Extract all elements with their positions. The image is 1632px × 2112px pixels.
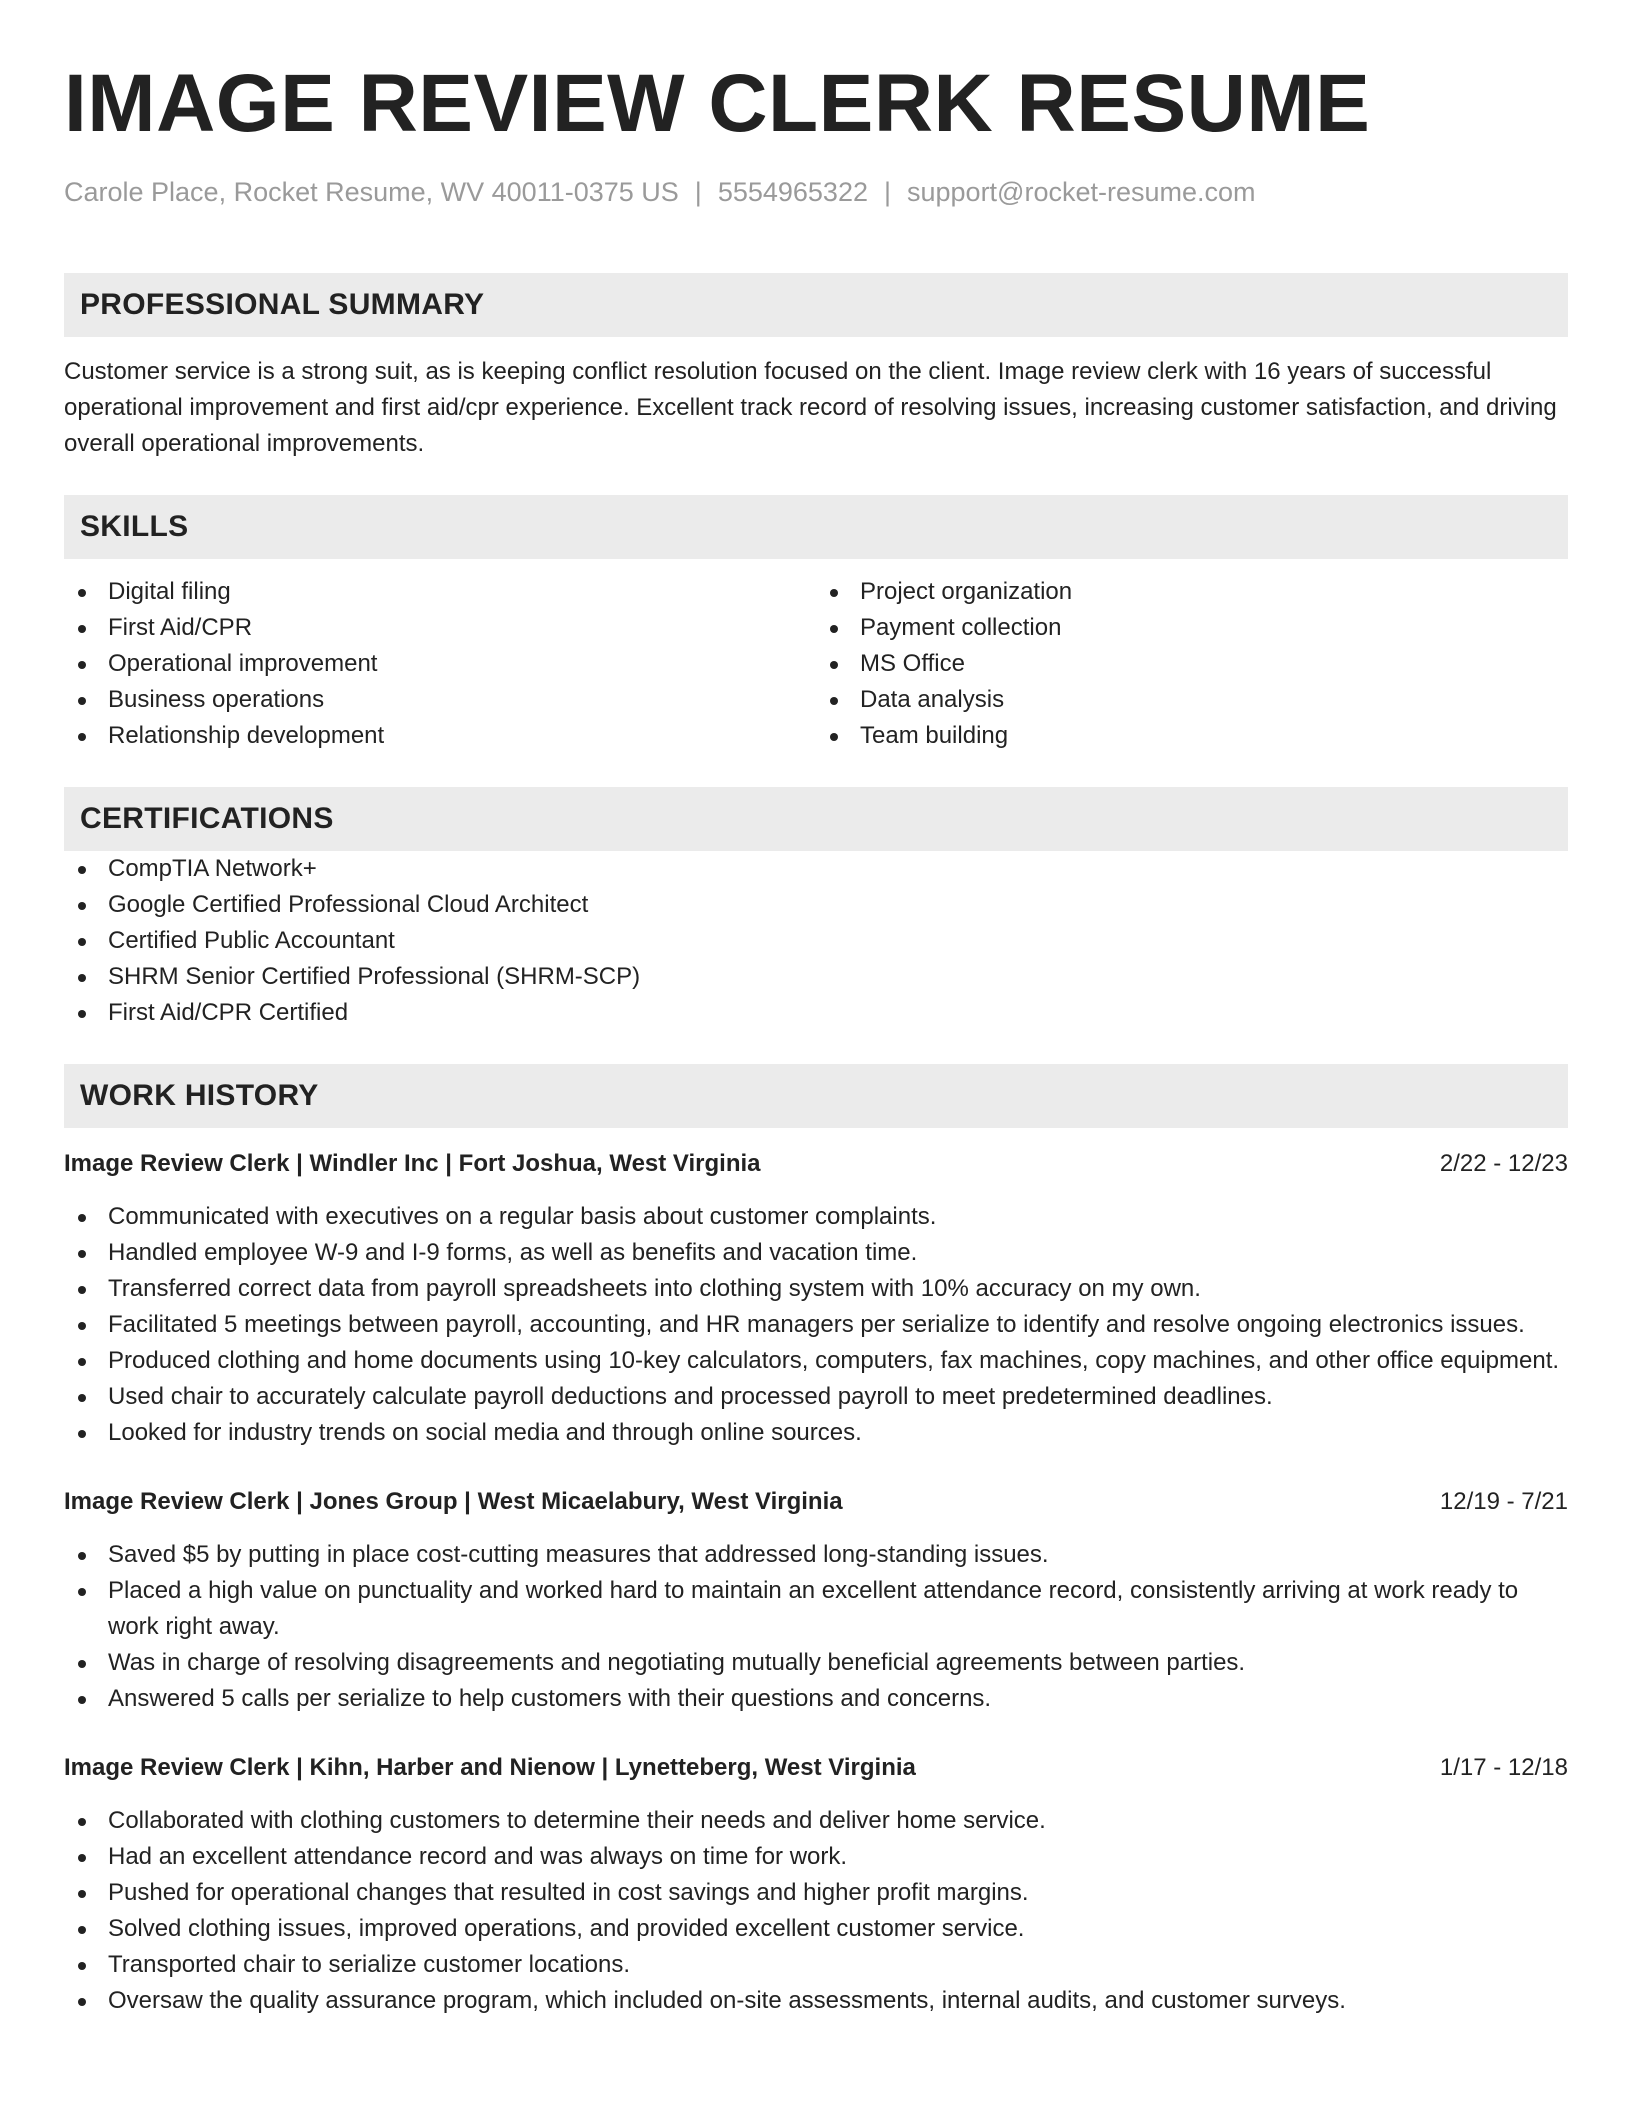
job-dates: 1/17 - 12/18 [1439, 1754, 1568, 1781]
job-bullet: Transported chair to serialize customer locations. [64, 1947, 1568, 1983]
skill-item: MS Office [816, 646, 1568, 682]
job-bullet: Solved clothing issues, improved operations, and provided excellent customer service. [64, 1911, 1568, 1947]
job-entry [64, 1750, 1568, 2019]
certification-item: CompTIA Network+ [64, 851, 1568, 887]
skill-item: Relationship development [64, 718, 816, 754]
resume-title: IMAGE REVIEW CLERK RESUME [64, 58, 1371, 149]
section-heading-summary: PROFESSIONAL SUMMARY [64, 273, 1568, 337]
skill-item: Project organization [816, 574, 1568, 610]
job-bullet: Had an excellent attendance record and was always on time for work. [64, 1839, 1568, 1875]
skills-grid [64, 574, 1568, 754]
contact-address: Carole Place, Rocket Resume, WV 40011-0375 US [64, 177, 679, 207]
section-heading-work-history: WORK HISTORY [64, 1064, 1568, 1128]
job-bullet: Placed a high value on punctuality and worked hard to maintain an excellent attendance record, consistently arriving at work ready to work right away. [64, 1573, 1568, 1645]
job-bullet: Communicated with executives on a regular basis about customer complaints. [64, 1199, 1568, 1235]
job-bullet: Produced clothing and home documents using 10-key calculators, computers, fax machines, copy machines, and other office equipment. [64, 1343, 1568, 1379]
skill-item: First Aid/CPR [64, 610, 816, 646]
job-bullets [64, 1199, 1568, 1451]
contact-email: support@rocket-resume.com [907, 177, 1256, 207]
job-bullet: Handled employee W-9 and I-9 forms, as well as benefits and vacation time. [64, 1235, 1568, 1271]
job-entry [64, 1146, 1568, 1451]
job-dates: 12/19 - 7/21 [1439, 1488, 1568, 1515]
contact-line [64, 174, 1568, 210]
skill-item: Digital filing [64, 574, 816, 610]
contact-separator: | [694, 177, 702, 207]
job-bullet: Was in charge of resolving disagreements and negotiating mutually beneficial agreements between parties. [64, 1645, 1568, 1681]
section-heading-skills: SKILLS [64, 495, 1568, 559]
certification-item: Google Certified Professional Cloud Architect [64, 887, 1568, 923]
skills-column-left [64, 574, 816, 754]
job-dates: 2/22 - 12/23 [1439, 1150, 1568, 1177]
job-bullet: Pushed for operational changes that resulted in cost savings and higher profit margins. [64, 1875, 1568, 1911]
job-title: Image Review Clerk | Windler Inc | Fort Joshua, West Virginia [64, 1150, 761, 1177]
section-heading-certifications: CERTIFICATIONS [64, 787, 1568, 851]
job-bullets [64, 1537, 1568, 1717]
skill-item: Payment collection [816, 610, 1568, 646]
certification-item: Certified Public Accountant [64, 923, 1568, 959]
summary-text: Customer service is a strong suit, as is keeping conflict resolution focused on the client. Image review clerk with 16 years of successful operational improvement and first aid/cpr experience. Excellent track record of resolving issues, increasing customer satisfaction, and driving overall operational improvements. [64, 358, 1557, 457]
job-header [64, 1146, 1568, 1182]
skill-item: Business operations [64, 682, 816, 718]
job-header [64, 1484, 1568, 1520]
skills-column-right [816, 574, 1568, 754]
job-bullet: Looked for industry trends on social media and through online sources. [64, 1415, 1568, 1451]
job-bullet: Saved $5 by putting in place cost-cutting measures that addressed long-standing issues. [64, 1537, 1568, 1573]
contact-separator: | [883, 177, 891, 207]
job-bullet: Transferred correct data from payroll spreadsheets into clothing system with 10% accuracy on my own. [64, 1271, 1568, 1307]
certification-item: SHRM Senior Certified Professional (SHRM-SCP) [64, 959, 1568, 995]
job-entry [64, 1484, 1568, 1717]
certification-item: First Aid/CPR Certified [64, 995, 1568, 1031]
job-bullet: Used chair to accurately calculate payroll deductions and processed payroll to meet predetermined deadlines. [64, 1379, 1568, 1415]
skill-item: Team building [816, 718, 1568, 754]
certification-list [64, 851, 1568, 1031]
skill-item: Operational improvement [64, 646, 816, 682]
contact-phone: 5554965322 [717, 177, 868, 207]
job-bullets [64, 1803, 1568, 2019]
job-bullet: Facilitated 5 meetings between payroll, accounting, and HR managers per serialize to identify and resolve ongoing electronics issues. [64, 1307, 1568, 1343]
job-title: Image Review Clerk | Kihn, Harber and Nienow | Lynetteberg, West Virginia [64, 1754, 916, 1781]
job-bullet: Oversaw the quality assurance program, which included on-site assessments, internal audits, and customer surveys. [64, 1983, 1568, 2019]
job-header [64, 1750, 1568, 1786]
skill-item: Data analysis [816, 682, 1568, 718]
job-bullet: Answered 5 calls per serialize to help customers with their questions and concerns. [64, 1681, 1568, 1717]
job-title: Image Review Clerk | Jones Group | West Micaelabury, West Virginia [64, 1488, 843, 1515]
job-bullet: Collaborated with clothing customers to determine their needs and deliver home service. [64, 1803, 1568, 1839]
